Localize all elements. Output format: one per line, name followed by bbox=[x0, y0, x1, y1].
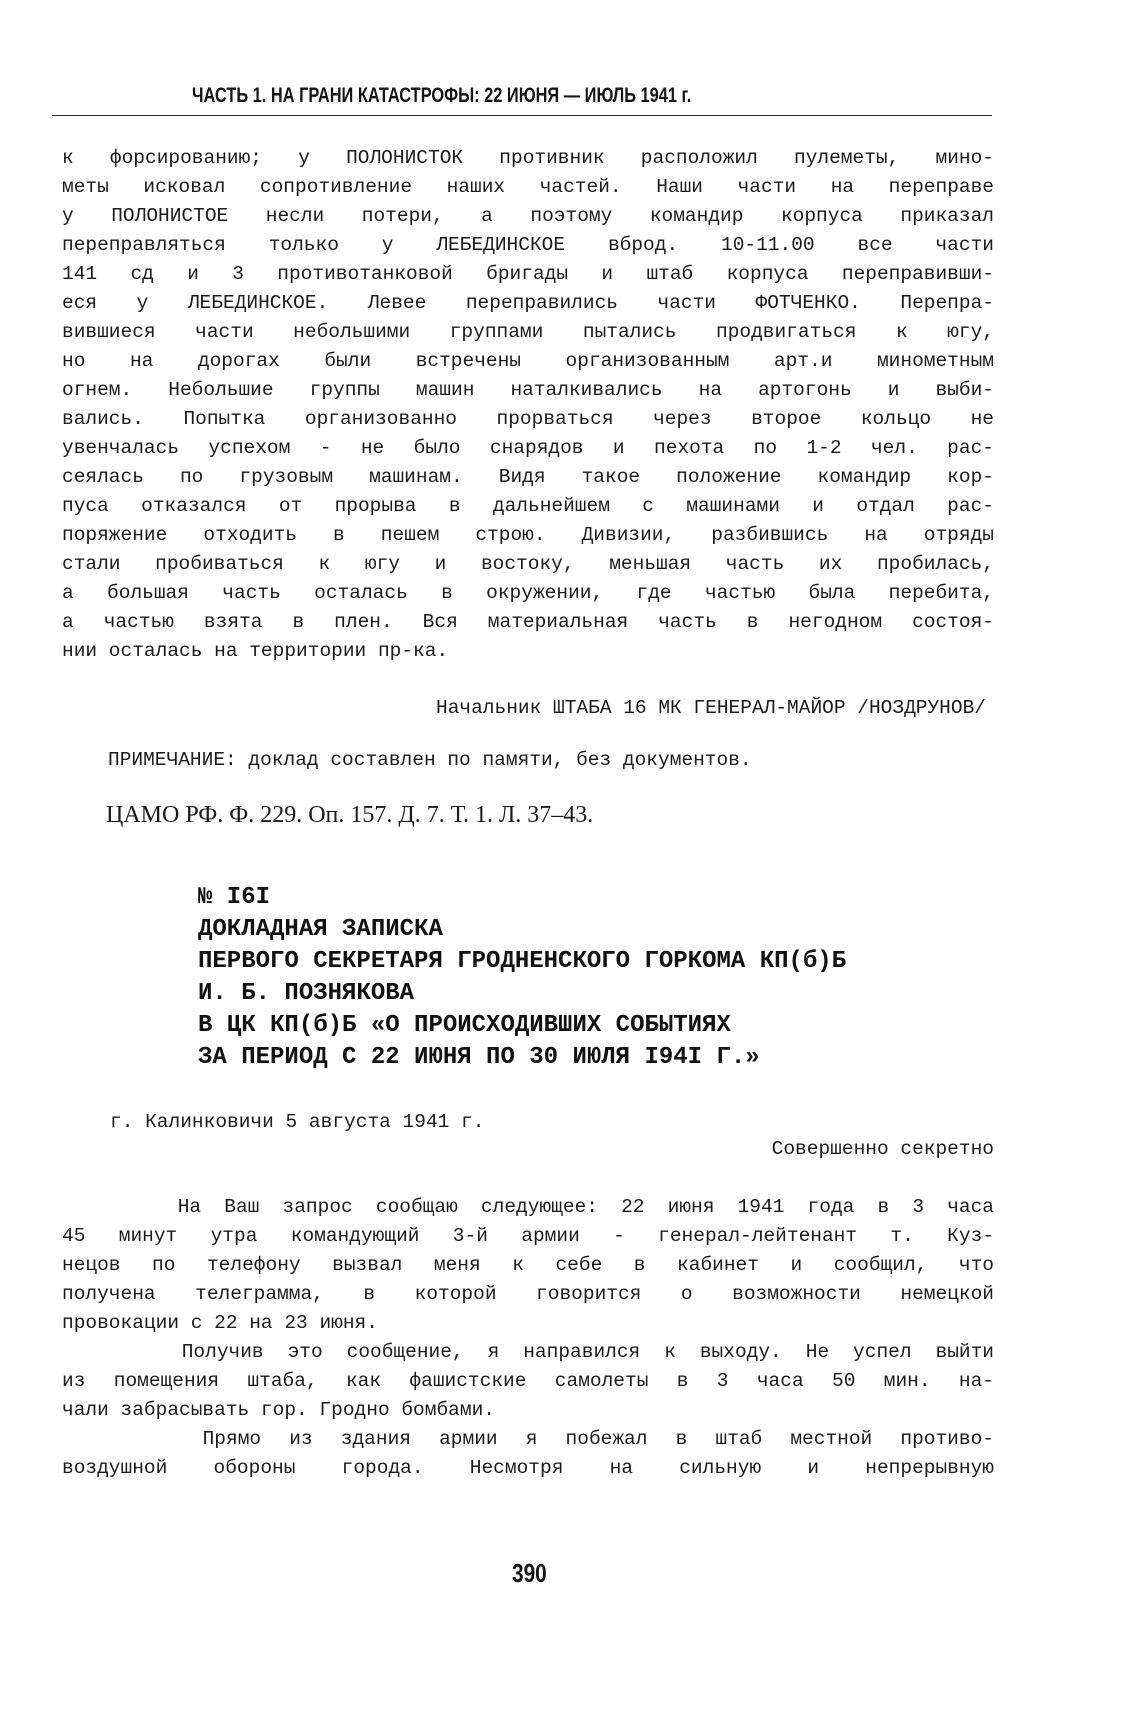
text-line: 45 минут утра командующий 3-й армии - генерал-лейтенант т. Куз- bbox=[62, 1225, 994, 1247]
text-line: еся у ЛЕБЕДИНСКОЕ. Левее переправились части ФОТЧЕНКО. Перепра- bbox=[62, 292, 994, 314]
document-title bbox=[198, 882, 846, 1074]
running-head: ЧАСТЬ 1. НА ГРАНИ КАТАСТРОФЫ: 22 ИЮНЯ — ИЮЛЬ 1941 г. bbox=[192, 84, 692, 107]
text-line: переправляться только у ЛЕБЕДИНСКОЕ вброд. 10-11.00 все части bbox=[62, 234, 994, 256]
document-number: № I6I bbox=[198, 884, 271, 911]
text-line: 141 сд и 3 противотанковой бригады и штаб корпуса переправивши- bbox=[62, 263, 994, 285]
text-line: нецов по телефону вызвал меня к себе в кабинет и сообщил, что bbox=[62, 1254, 994, 1276]
text-line: получена телеграмма, в которой говорится о возможности немецкой bbox=[62, 1283, 994, 1305]
signature-line: Начальник ШТАБА 16 МК ГЕНЕРАЛ-МАЙОР /НОЗДРУНОВ/ bbox=[436, 697, 986, 719]
paragraph-3 bbox=[62, 1425, 994, 1483]
paragraph-1 bbox=[62, 1193, 994, 1338]
title-line: ЗА ПЕРИОД С 22 ИЮНЯ ПО 30 ИЮЛЯ I94I Г.» bbox=[198, 1044, 760, 1071]
text-line: увенчалась успехом - не было снарядов и пехота по 1-2 чел. рас- bbox=[62, 437, 994, 459]
text-line: Получив это сообщение, я направился к выходу. Не успел выйти bbox=[62, 1341, 994, 1363]
text-line: из помещения штаба, как фашистские самолеты в 3 часа 50 мин. на- bbox=[62, 1370, 994, 1392]
text-line: поряжение отходить в пешем строю. Дивизии, разбившись на отряды bbox=[62, 524, 994, 546]
text-line: вались. Попытка организованно прорваться через второе кольцо не bbox=[62, 408, 994, 430]
text-line: воздушной обороны города. Несмотря на сильную и непрерывную bbox=[62, 1457, 994, 1479]
text-line: огнем. Небольшие группы машин наталкивались на артогонь и выби- bbox=[62, 379, 994, 401]
text-line: На Ваш запрос сообщаю следующее: 22 июня 1941 года в 3 часа bbox=[62, 1196, 994, 1218]
classification-mark: Совершенно секретно bbox=[771, 1138, 994, 1160]
text-line: нии осталась на территории пр-ка. bbox=[62, 640, 449, 662]
text-line: стали пробиваться к югу и востоку, меньшая часть их пробилась, bbox=[62, 553, 994, 575]
title-line: В ЦК КП(б)Б «О ПРОИСХОДИВШИХ СОБЫТИЯХ bbox=[198, 1012, 731, 1039]
text-line: у ПОЛОНИСТОЕ несли потери, а поэтому командир корпуса приказал bbox=[62, 205, 994, 227]
text-line: а большая часть осталась в окружении, где частью была перебита, bbox=[62, 582, 994, 604]
text-line: к форсированию; у ПОЛОНИСТОК противник расположил пулеметы, мино- bbox=[62, 147, 994, 169]
title-line: ДОКЛАДНАЯ ЗАПИСКА bbox=[198, 916, 443, 943]
text-line: провокации с 22 на 23 июня. bbox=[62, 1312, 378, 1334]
text-line: пуса отказался от прорыва в дальнейшем с машинами и отдал рас- bbox=[62, 495, 994, 517]
text-line: вившиеся части небольшими группами пытались продвигаться к югу, bbox=[62, 321, 994, 343]
text-line: Прямо из здания армии я побежал в штаб местной противо- bbox=[62, 1428, 994, 1450]
report-continuation-text bbox=[62, 144, 994, 666]
text-line: а частью взята в плен. Вся материальная часть в негодном состоя- bbox=[62, 611, 994, 633]
header-rule bbox=[52, 115, 992, 116]
text-line: чали забрасывать гор. Гродно бомбами. bbox=[62, 1399, 495, 1421]
title-line: ПЕРВОГО СЕКРЕТАРЯ ГРОДНЕНСКОГО ГОРКОМА КП(б)Б bbox=[198, 948, 847, 975]
page-number: 390 bbox=[512, 1558, 547, 1588]
archive-reference: ЦАМО РФ. Ф. 229. Оп. 157. Д. 7. Т. 1. Л. 37–43. bbox=[106, 802, 594, 828]
text-line: меты исковал сопротивление наших частей. Наши части на переправе bbox=[62, 176, 994, 198]
paragraph-2 bbox=[62, 1338, 994, 1425]
place-date: г. Калинковичи 5 августа 1941 г. bbox=[110, 1111, 485, 1133]
text-line: но на дорогах были встречены организованным арт.и минометным bbox=[62, 350, 994, 372]
note-line: ПРИМЕЧАНИЕ: доклад составлен по памяти, без документов. bbox=[108, 749, 752, 771]
text-line: сеялась по грузовым машинам. Видя такое положение командир кор- bbox=[62, 466, 994, 488]
title-line: И. Б. ПОЗНЯКОВА bbox=[198, 980, 415, 1007]
